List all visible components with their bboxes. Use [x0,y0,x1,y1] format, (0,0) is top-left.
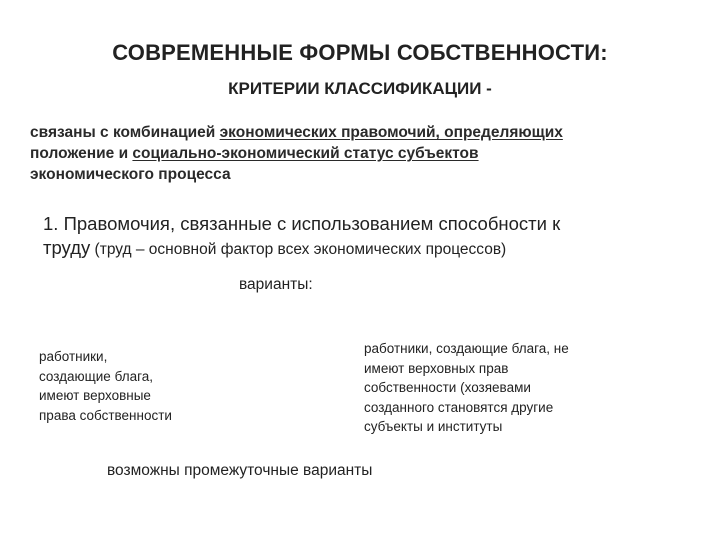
right-variant [364,339,569,437]
left-variant [39,347,172,425]
item-1-parenthetical: (труд – основной фактор всех экономических процессов) [90,241,507,258]
slide-title: СОВРЕМЕННЫЕ ФОРМЫ СОБСТВЕННОСТИ: [112,40,608,65]
item-1-line-2: труду (труд – основной фактор всех экономических процессов) [43,237,507,258]
right-variant-line: созданного становятся другие [364,399,554,415]
underlined-economic-rights: экономических правомочий, определяющих [219,124,563,141]
description-line-3: экономического процесса [30,166,231,183]
description-line-2: положение и социально-экономический статус субъектов [30,145,479,162]
right-variant-line: имеют верховных прав [364,360,509,376]
item-1-line-1: 1. Правомочия, связанные с использованием способности к [43,213,561,234]
intermediate-variants-note: возможны промежуточные варианты [107,462,373,479]
left-variant-line: создающие блага, [39,368,153,384]
right-variant-line: работники, создающие блага, не [364,341,569,356]
slide-subtitle: КРИТЕРИИ КЛАССИФИКАЦИИ - [228,79,492,98]
right-variant-line: субъекты и институты [364,419,503,434]
right-variant-line: собственности (хозяевами [364,380,531,395]
underlined-socio-economic-status: социально-экономический статус субъектов [132,145,479,162]
variants-label: варианты: [239,276,313,293]
left-variant-line: права собственности [39,407,172,423]
description-line-1: связаны с комбинацией экономических правомочий, определяющих [30,124,563,141]
item-1-labor-rights [43,212,560,262]
criteria-description [30,122,563,185]
left-variant-line: имеют верховные [39,388,151,403]
left-variant-line: работники, [39,349,108,364]
